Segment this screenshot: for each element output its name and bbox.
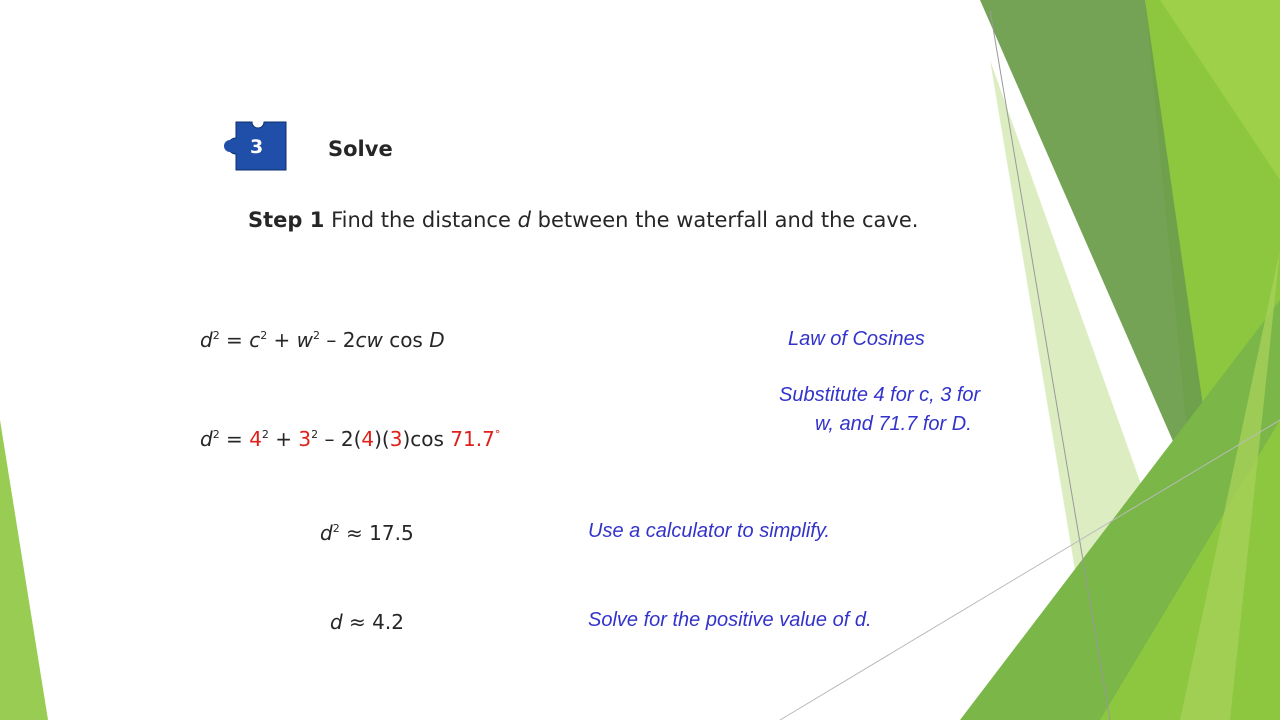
note-positive-value: Solve for the positive value of d. [588,609,872,631]
equation-approx-d: d ≈ 4.2 [330,610,404,634]
step-text-before: Find the distance [331,208,511,232]
note-substitute-line2: w, and 71.7 for D. [815,413,972,435]
step-instruction [248,208,918,232]
step-number: 3 [250,136,264,158]
step-badge [222,118,290,174]
step-variable: d [517,208,531,232]
note-substitute-line1: Substitute 4 for c, 3 for [779,384,981,406]
equation-law-of-cosines: $d^2 = c^2 + w^2 - 2cw$ cos D [200,328,445,352]
section-heading: Solve [328,137,393,161]
note-law-of-cosines: Law of Cosines [788,328,925,350]
note-calculator: Use a calculator to simplify. [588,520,830,542]
equation-approx-squared: $d^2 \approx 17.5$ [320,521,414,545]
equation-substituted: $d^2 = 4^2 + 3^2 - 2(4)(3)\cos$ 71.7° [200,427,501,451]
step-text-after: between the waterfall and the cave. [537,208,919,232]
step-label: Step 1 [248,208,325,232]
